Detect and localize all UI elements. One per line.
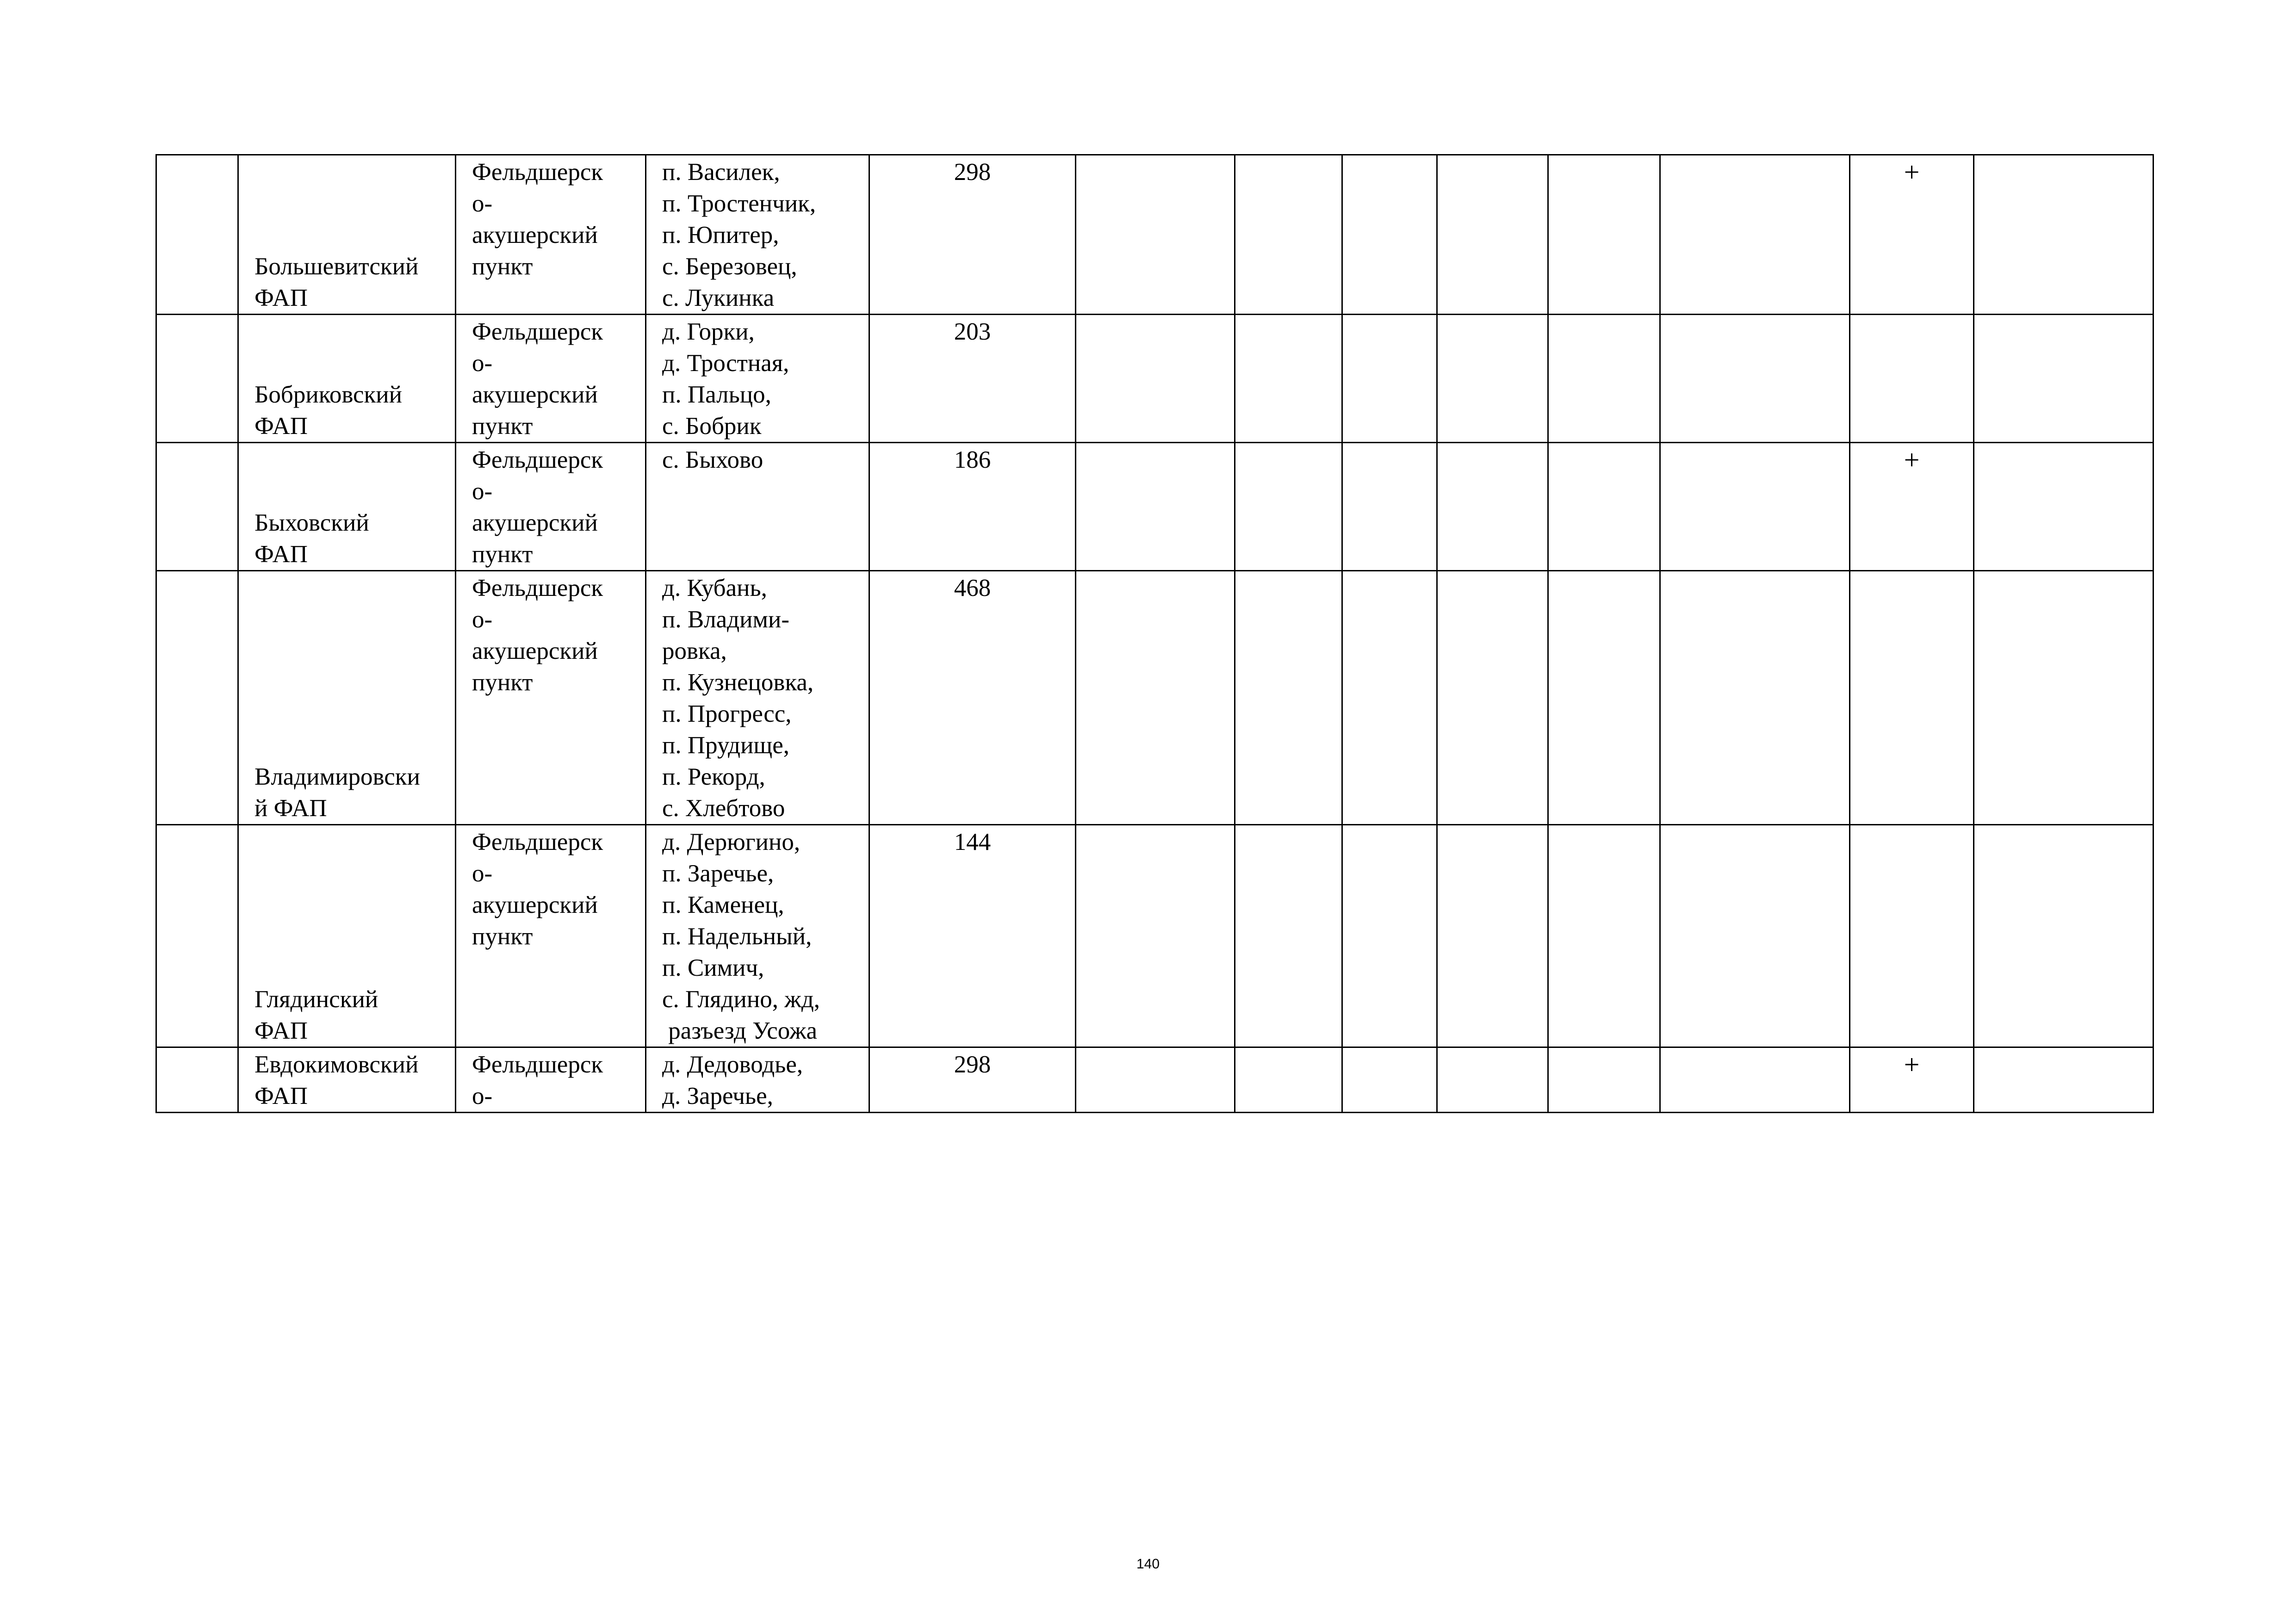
page-number: 140: [1136, 1556, 1160, 1572]
cell-empty: [1548, 155, 1660, 315]
settlements-line: ровка,: [662, 638, 727, 664]
type-line: пункт: [472, 541, 533, 568]
cell-empty: [1342, 825, 1437, 1047]
cell-settlements: [646, 155, 869, 315]
type-line: о-: [472, 350, 493, 377]
cell-index: [156, 443, 238, 571]
name-line: ФАП: [254, 541, 308, 568]
settlements-line: п. Прудище,: [662, 732, 790, 759]
type-line: акушерский: [472, 222, 598, 248]
table-body: [156, 155, 2153, 1113]
cell-empty: [1342, 443, 1437, 571]
cell-mark: +: [1850, 443, 1974, 571]
type-line: акушерский: [472, 381, 598, 408]
cell-empty: [1660, 1047, 1850, 1113]
cell-empty: [1076, 155, 1235, 315]
cell-empty: [1076, 443, 1235, 571]
cell-mark: [1850, 825, 1974, 1047]
settlements-line: с. Березовец,: [662, 253, 797, 280]
cell-name: [238, 825, 456, 1047]
cell-empty: [1235, 825, 1342, 1047]
cell-settlements: [646, 825, 869, 1047]
settlements-line: п. Кузнецовка,: [662, 669, 814, 696]
cell-type: [456, 825, 646, 1047]
cell-empty: [1660, 443, 1850, 571]
cell-empty: [1548, 825, 1660, 1047]
cell-empty: [1974, 1047, 2153, 1113]
cell-empty: [1548, 443, 1660, 571]
name-line: Быховский: [254, 509, 369, 536]
cell-empty: [1974, 443, 2153, 571]
cell-empty: [1974, 825, 2153, 1047]
cell-type: [456, 155, 646, 315]
settlements-line: п. Прогресс,: [662, 700, 792, 727]
cell-empty: [1437, 1047, 1548, 1113]
cell-mark: [1850, 315, 1974, 443]
cell-type: [456, 571, 646, 825]
name-line: ФАП: [254, 285, 308, 311]
settlements-line: д. Кубань,: [662, 575, 767, 601]
cell-empty: [1660, 571, 1850, 825]
settlements-line: п. Рекорд,: [662, 763, 765, 790]
cell-empty: [1437, 825, 1548, 1047]
name-line: й ФАП: [254, 795, 327, 822]
settlements-line: п. Юпитер,: [662, 222, 779, 248]
cell-type: [456, 443, 646, 571]
settlements-line: д. Тростная,: [662, 350, 789, 377]
name-line: ФАП: [254, 1017, 308, 1044]
cell-settlements: [646, 571, 869, 825]
type-line: пункт: [472, 413, 533, 440]
cell-empty: [1076, 315, 1235, 443]
settlements-line: п. Каменец,: [662, 892, 784, 918]
cell-empty: [1974, 571, 2153, 825]
type-line: акушерский: [472, 892, 598, 918]
type-line: пункт: [472, 669, 533, 696]
cell-empty: [1974, 155, 2153, 315]
table-row: [156, 443, 2153, 571]
cell-empty: [1342, 1047, 1437, 1113]
settlements-line: п. Заречье,: [662, 860, 774, 887]
table-row: [156, 155, 2153, 315]
name-line: ФАП: [254, 1083, 308, 1109]
type-line: Фельдшерск: [472, 575, 603, 601]
cell-type: [456, 315, 646, 443]
type-line: Фельдшерск: [472, 829, 603, 855]
cell-empty: [1235, 1047, 1342, 1113]
settlements-line: с. Быхово: [662, 446, 763, 473]
cell-empty: [1660, 315, 1850, 443]
table-row: [156, 825, 2153, 1047]
cell-empty: [1548, 315, 1660, 443]
cell-empty: [1974, 315, 2153, 443]
type-line: пункт: [472, 253, 533, 280]
name-line: Евдокимовский: [254, 1051, 419, 1078]
cell-type: [456, 1047, 646, 1113]
settlements-line: д. Горки,: [662, 318, 755, 345]
cell-name: [238, 443, 456, 571]
type-line: о-: [472, 478, 493, 505]
settlements-line: д. Заречье,: [662, 1083, 773, 1109]
settlements-line: п. Надельный,: [662, 923, 812, 950]
name-line: Владимировски: [254, 763, 420, 790]
table-row: [156, 1047, 2153, 1113]
cell-name: [238, 571, 456, 825]
settlements-line: с. Глядино, жд,: [662, 986, 820, 1013]
cell-empty: [1437, 571, 1548, 825]
name-line: Глядинский: [254, 986, 379, 1013]
table-row: [156, 315, 2153, 443]
cell-name: [238, 315, 456, 443]
cell-settlements: [646, 1047, 869, 1113]
cell-empty: [1235, 443, 1342, 571]
cell-empty: [1076, 571, 1235, 825]
cell-mark: +: [1850, 1047, 1974, 1113]
table-row: [156, 571, 2153, 825]
cell-population: 186: [869, 443, 1076, 571]
cell-population: 468: [869, 571, 1076, 825]
name-line: Большевитский: [254, 253, 419, 280]
type-line: о-: [472, 1083, 493, 1109]
settlements-line: д. Дерюгино,: [662, 829, 800, 855]
cell-index: [156, 1047, 238, 1113]
type-line: Фельдшерск: [472, 1051, 603, 1078]
settlements-line: д. Дедоводье,: [662, 1051, 803, 1078]
type-line: Фельдшерск: [472, 446, 603, 473]
cell-population: 203: [869, 315, 1076, 443]
type-line: акушерский: [472, 638, 598, 664]
cell-empty: [1548, 571, 1660, 825]
cell-mark: +: [1850, 155, 1974, 315]
cell-name: [238, 1047, 456, 1113]
cell-population: 144: [869, 825, 1076, 1047]
type-line: пункт: [472, 923, 533, 950]
cell-empty: [1548, 1047, 1660, 1113]
cell-empty: [1076, 825, 1235, 1047]
cell-empty: [1660, 155, 1850, 315]
cell-empty: [1660, 825, 1850, 1047]
type-line: акушерский: [472, 509, 598, 536]
cell-index: [156, 315, 238, 443]
settlements-line: разъезд Усожа: [662, 1017, 818, 1044]
type-line: Фельдшерск: [472, 318, 603, 345]
settlements-line: с. Лукинка: [662, 285, 775, 311]
cell-empty: [1342, 315, 1437, 443]
name-line: Бобриковский: [254, 381, 403, 408]
type-line: о-: [472, 606, 493, 633]
settlements-line: п. Владими-: [662, 606, 790, 633]
name-line: ФАП: [254, 413, 308, 440]
cell-index: [156, 571, 238, 825]
settlements-line: п. Пальцо,: [662, 381, 771, 408]
type-line: о-: [472, 860, 493, 887]
settlements-line: с. Хлебтово: [662, 795, 785, 822]
cell-empty: [1342, 155, 1437, 315]
type-line: о-: [472, 190, 493, 217]
cell-empty: [1437, 315, 1548, 443]
cell-empty: [1235, 571, 1342, 825]
type-line: Фельдшерск: [472, 159, 603, 186]
cell-mark: [1850, 571, 1974, 825]
cell-empty: [1076, 1047, 1235, 1113]
settlements-line: с. Бобрик: [662, 413, 762, 440]
cell-population: 298: [869, 1047, 1076, 1113]
cell-empty: [1235, 315, 1342, 443]
cell-settlements: [646, 315, 869, 443]
cell-empty: [1342, 571, 1437, 825]
cell-index: [156, 155, 238, 315]
cell-empty: [1437, 155, 1548, 315]
cell-name: [238, 155, 456, 315]
facilities-table: [155, 154, 2154, 1113]
cell-settlements: [646, 443, 869, 571]
settlements-line: п. Симич,: [662, 954, 764, 981]
cell-empty: [1437, 443, 1548, 571]
settlements-line: п. Тростенчик,: [662, 190, 816, 217]
cell-empty: [1235, 155, 1342, 315]
settlements-line: п. Василек,: [662, 159, 780, 186]
cell-population: 298: [869, 155, 1076, 315]
cell-index: [156, 825, 238, 1047]
